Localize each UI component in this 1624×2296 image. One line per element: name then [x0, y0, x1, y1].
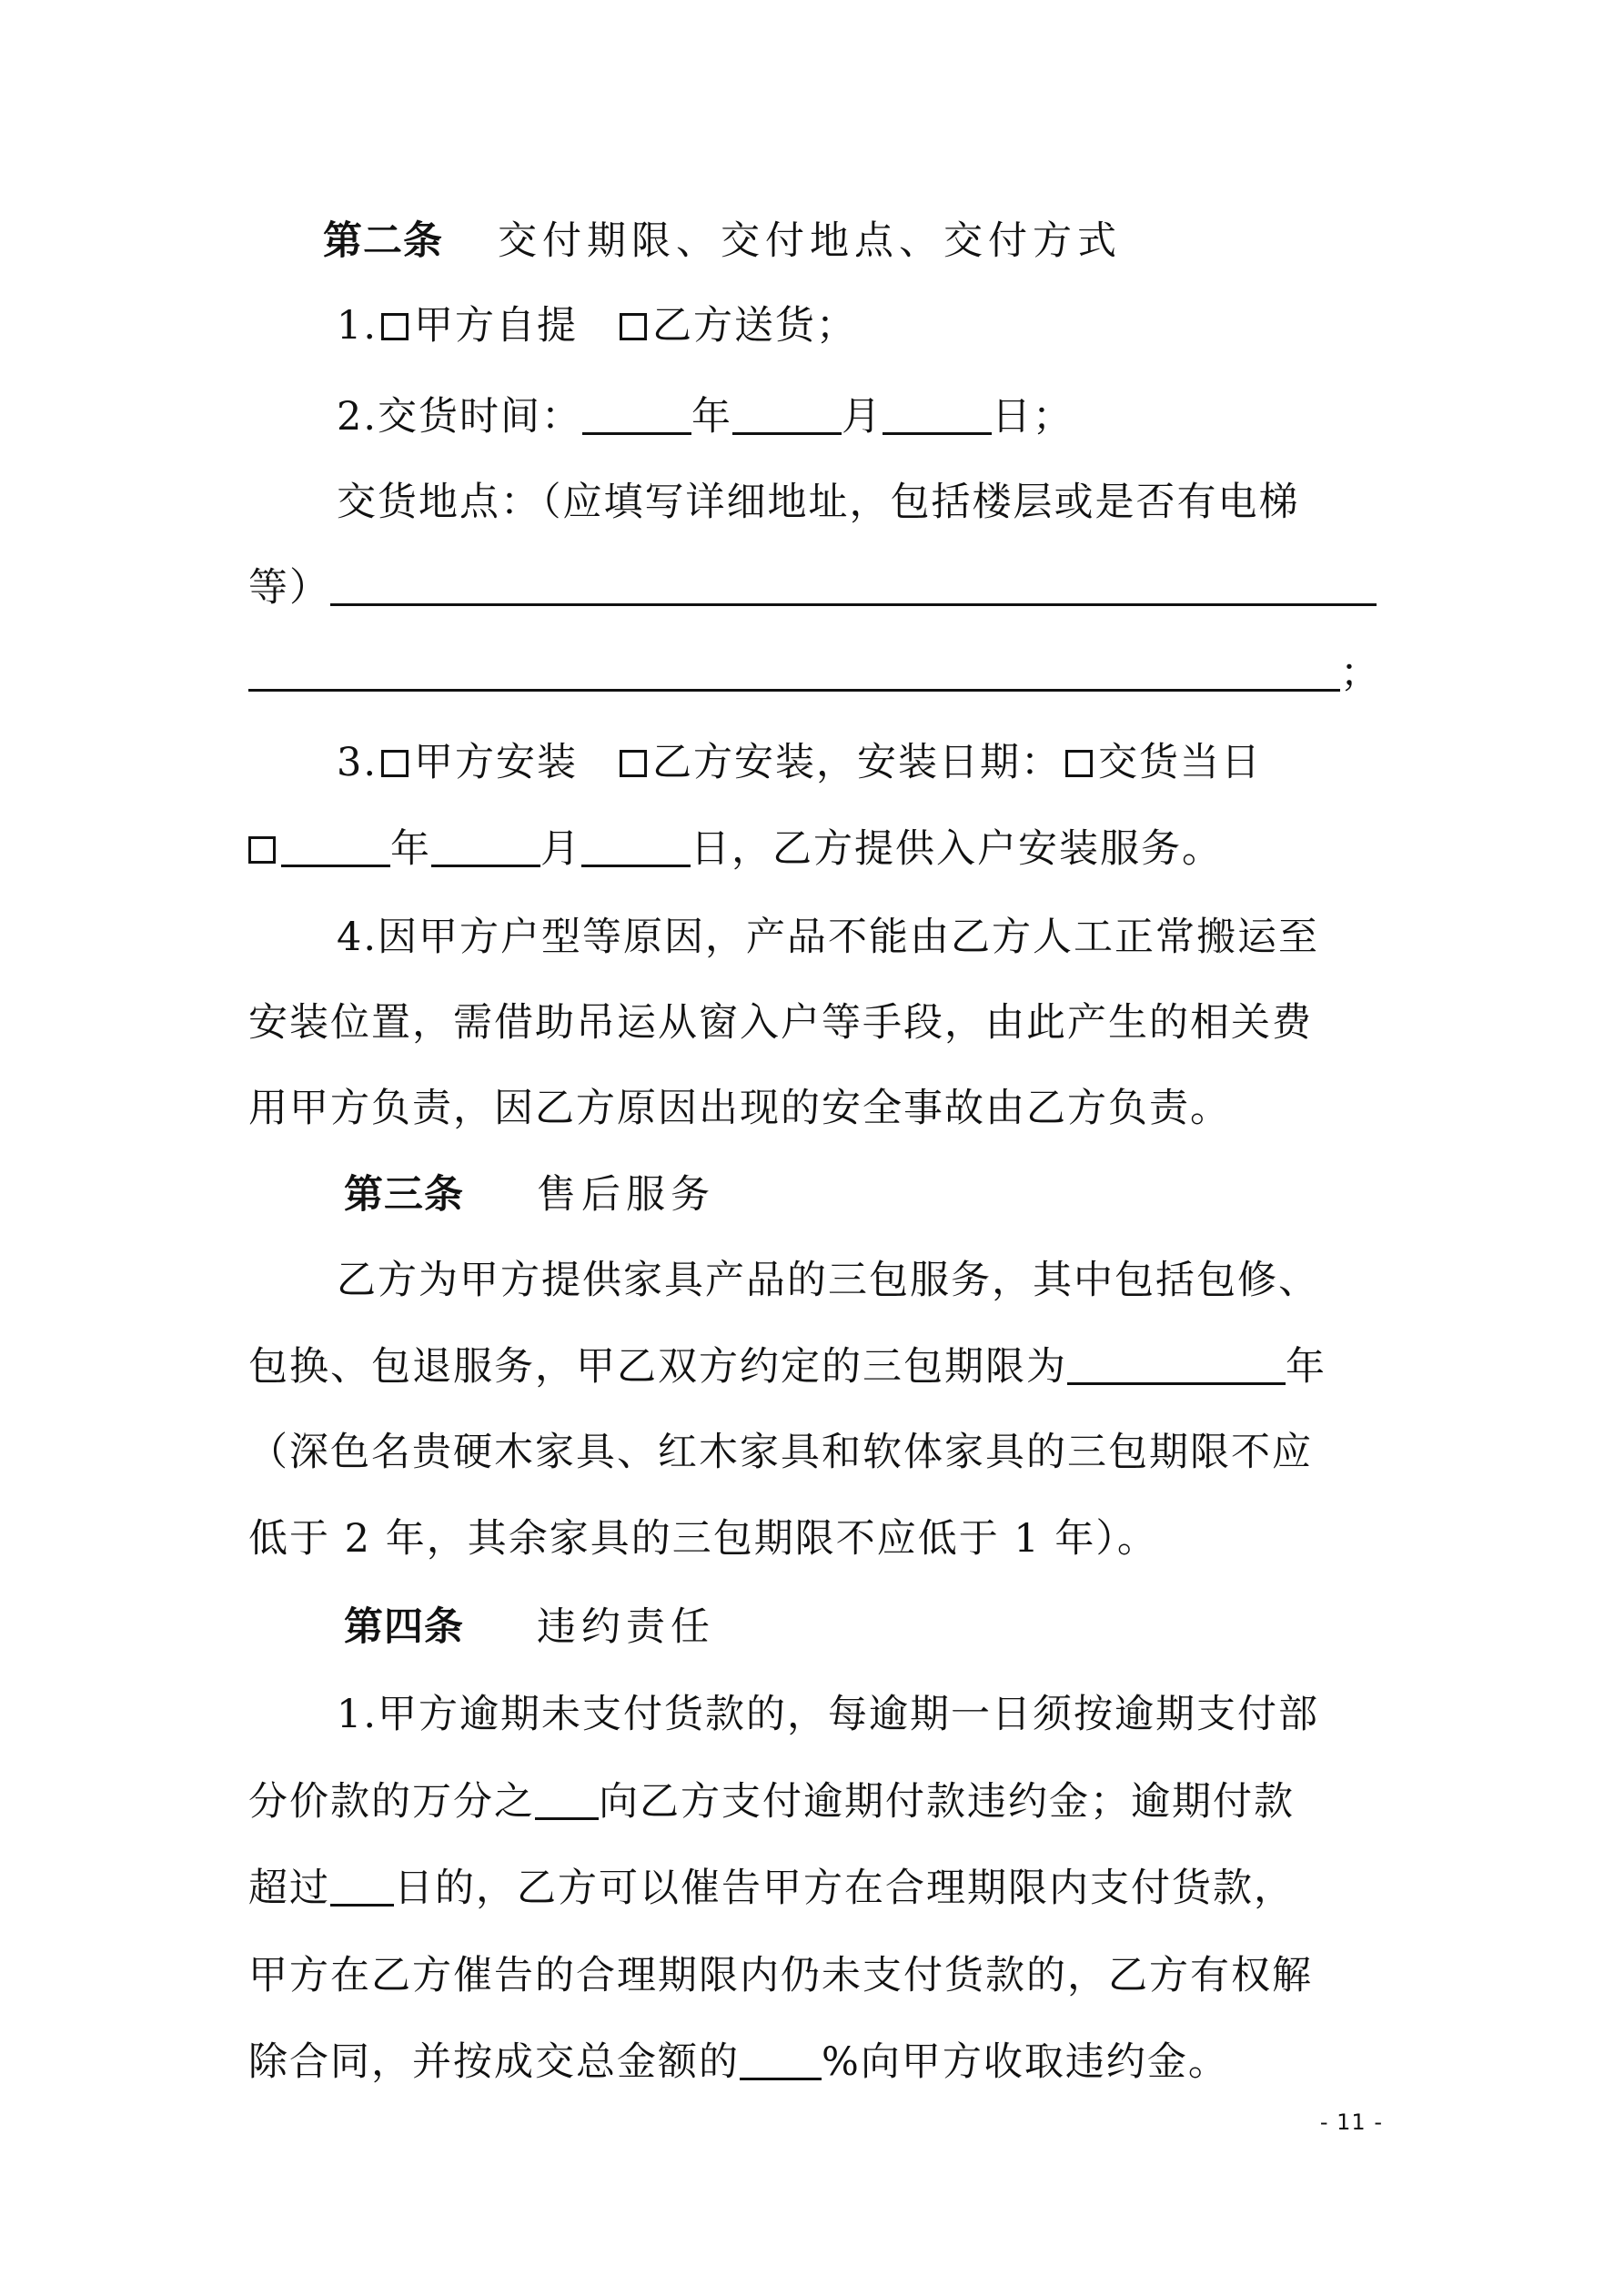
- year-label: 年: [691, 394, 733, 440]
- penalty-percent-text: 除合同，并按成交总金额的: [248, 2039, 740, 2085]
- delivery-location-line-2: [248, 561, 1377, 615]
- opt-seller-delivery: 乙方送货；: [652, 303, 858, 349]
- month-label: 月: [842, 394, 883, 440]
- opt-buyer-install: 甲方安装: [414, 740, 579, 785]
- opt-buyer-pickup: 甲方自提: [414, 303, 579, 349]
- item-2-2: [337, 389, 1074, 444]
- delivery-location-line-3: [248, 646, 1381, 701]
- item-2-3-num: 3.: [337, 740, 378, 785]
- address-end-mark: ；: [1340, 651, 1381, 696]
- article-4-title: 违约责任: [537, 1604, 715, 1650]
- delivery-address-blank-2[interactable]: [248, 649, 1340, 692]
- delivery-day-blank[interactable]: [883, 392, 992, 435]
- article-2-heading: [323, 214, 1122, 268]
- penalty-percent-tail: %向甲方收取违约金。: [822, 2039, 1229, 2085]
- overdue-days-blank[interactable]: [330, 1864, 394, 1907]
- article-3-title: 售后服务: [537, 1172, 715, 1218]
- article-2-label: 第二条: [323, 218, 443, 264]
- warranty-years-blank[interactable]: [1067, 1342, 1286, 1385]
- delivery-location-line: [337, 475, 1300, 530]
- item-2-4-line-3: 用甲方负责，因乙方原因出现的安全事故由乙方负责。: [248, 1086, 1231, 1131]
- opt-delivery-day: 交货当日: [1098, 740, 1263, 785]
- delivery-time-label: 交货时间：: [378, 394, 583, 440]
- delivery-location-label: 交货地点：（应填写详细地址，包括楼层或是否有电梯: [337, 480, 1300, 525]
- delivery-month-blank[interactable]: [732, 392, 842, 435]
- penalty-rate-text: 分价款的万分之: [248, 1779, 535, 1825]
- penalty-percent-blank[interactable]: [740, 2038, 822, 2080]
- opt-seller-install: 乙方安装，安装日期：: [652, 740, 1063, 785]
- install-service-text: 日，乙方提供入户安装服务。: [691, 826, 1223, 872]
- warranty-text: 包换、包退服务，甲乙双方约定的三包期限为: [248, 1344, 1067, 1390]
- article-4-heading: [344, 1600, 715, 1654]
- checkbox-delivery-day[interactable]: [1065, 750, 1093, 777]
- penalty-rate-tail: 向乙方支付逾期付款违约金；逾期付款: [599, 1779, 1295, 1825]
- article-3-heading: [344, 1168, 715, 1222]
- page-number: - 11 -: [1319, 2109, 1383, 2135]
- delivery-location-tail: 等）: [248, 565, 330, 611]
- article-3-line-1: 乙方为甲方提供家具产品的三包服务，其中包括包修、: [337, 1258, 1319, 1303]
- article-3-line-4: 低于 2 年，其余家具的三包期限不应低于 1 年）。: [248, 1516, 1158, 1562]
- article-3-line-3: （深色名贵硬木家具、红木家具和软体家具的三包期限不应: [248, 1430, 1313, 1475]
- article-4-line-2: [248, 1775, 1295, 1829]
- overdue-tail: 日的，乙方可以催告甲方在合理期限内支付货款，: [394, 1866, 1295, 1911]
- item-2-1: [337, 298, 857, 353]
- article-3-line-2: [248, 1340, 1326, 1394]
- day-label: 日；: [992, 394, 1074, 440]
- article-4-line-3: [248, 1861, 1295, 1916]
- penalty-rate-blank[interactable]: [535, 1777, 599, 1820]
- checkbox-custom-date[interactable]: [248, 836, 276, 864]
- article-4-line-1: 1.甲方逾期未支付货款的，每逾期一日须按逾期支付部: [337, 1692, 1320, 1737]
- warranty-year-label: 年: [1286, 1344, 1326, 1390]
- delivery-year-blank[interactable]: [582, 392, 691, 435]
- article-4-label: 第四条: [344, 1604, 464, 1650]
- article-4-line-4: 甲方在乙方催告的合理期限内仍未支付货款的，乙方有权解: [248, 1953, 1313, 1998]
- item-2-4-line-2: 安装位置，需借助吊运从窗入户等手段，由此产生的相关费: [248, 1000, 1313, 1046]
- article-2-title: 交付期限、交付地点、交付方式: [498, 218, 1122, 264]
- month-label: 月: [540, 826, 581, 872]
- item-2-3: [337, 735, 1262, 790]
- item-2-2-num: 2.: [337, 394, 378, 440]
- checkbox-buyer-pickup[interactable]: [381, 313, 409, 340]
- checkbox-seller-install[interactable]: [620, 750, 647, 777]
- install-day-blank[interactable]: [581, 824, 691, 867]
- item-2-4-line-1: 4.因甲方户型等原因，产品不能由乙方人工正常搬运至: [337, 915, 1320, 960]
- item-2-3-date: [248, 822, 1223, 876]
- delivery-address-blank-1[interactable]: [330, 563, 1377, 606]
- article-3-label: 第三条: [344, 1172, 464, 1218]
- install-year-blank[interactable]: [281, 824, 390, 867]
- overdue-text: 超过: [248, 1866, 330, 1911]
- article-4-line-5: [248, 2035, 1229, 2089]
- checkbox-buyer-install[interactable]: [381, 750, 409, 777]
- year-label: 年: [390, 826, 431, 872]
- item-2-1-num: 1.: [337, 303, 378, 349]
- checkbox-seller-delivery[interactable]: [620, 313, 647, 340]
- install-month-blank[interactable]: [431, 824, 540, 867]
